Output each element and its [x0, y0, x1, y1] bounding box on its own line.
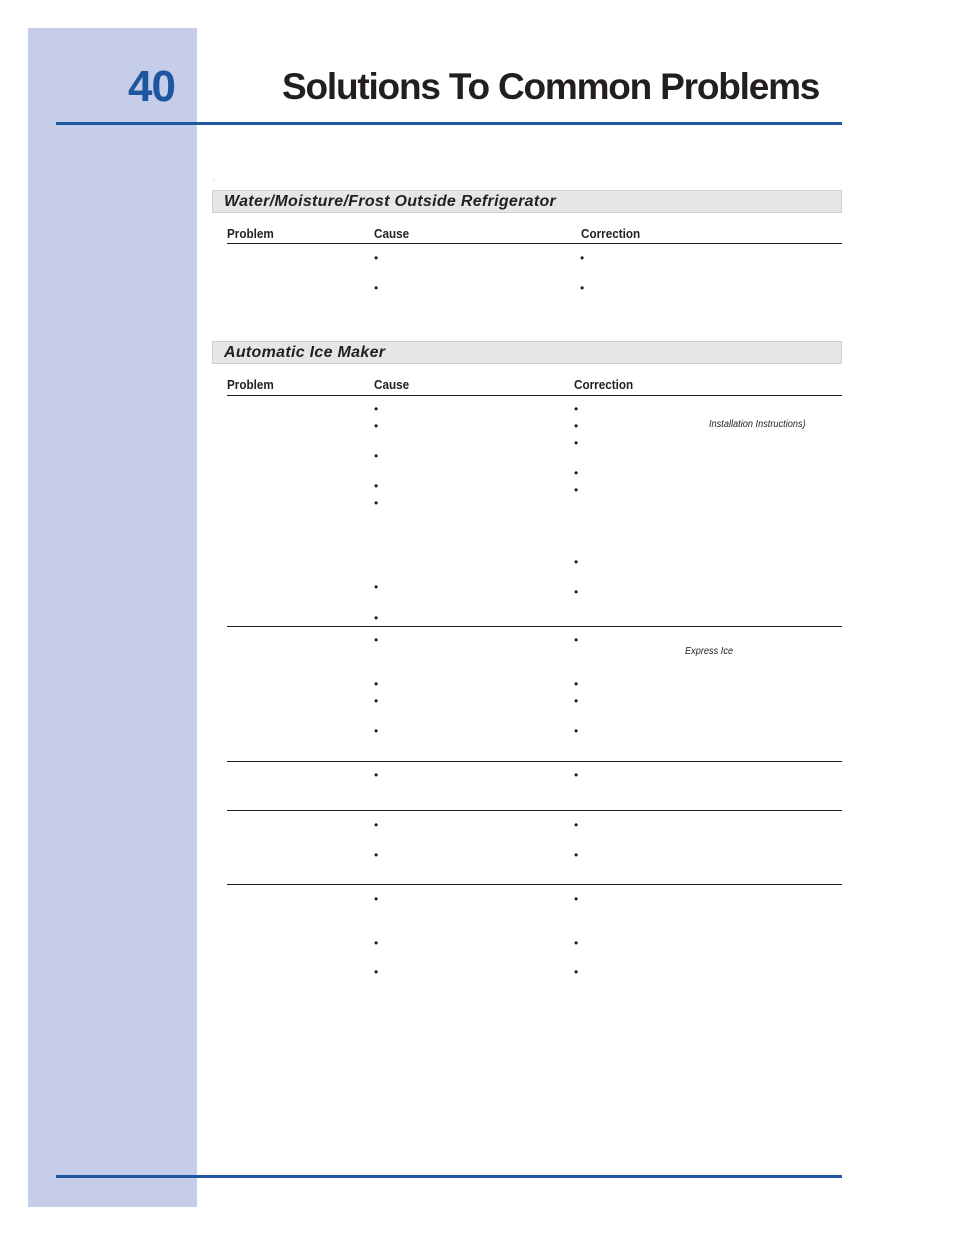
- bullet-point: •: [374, 724, 379, 738]
- column-header-correction: Correction: [574, 377, 634, 392]
- bullet-point: •: [574, 724, 579, 738]
- bullet-point: •: [574, 633, 579, 647]
- row-divider: [227, 810, 842, 811]
- section-header-ice-maker: [212, 341, 842, 364]
- column-header-cause: Cause: [374, 226, 410, 241]
- bullet-point: •: [374, 496, 379, 510]
- bullet-point: •: [574, 483, 579, 497]
- section-title: Automatic Ice Maker: [224, 344, 386, 361]
- bullet-point: •: [374, 580, 379, 594]
- bullet-point: •: [374, 251, 379, 265]
- bullet-point: •: [374, 677, 379, 691]
- bullet-point: •: [574, 466, 579, 480]
- bullet-point: •: [374, 402, 379, 416]
- bullet-point: •: [374, 768, 379, 782]
- bullet-point: •: [374, 965, 379, 979]
- bullet-point: •: [574, 555, 579, 569]
- sidebar-band: [28, 28, 197, 1207]
- bullet-point: •: [574, 585, 579, 599]
- page-title: Solutions To Common Problems: [282, 66, 820, 107]
- bullet-point: •: [374, 633, 379, 647]
- bullet-point: •: [374, 419, 379, 433]
- row-divider: [227, 884, 842, 885]
- bullet-point: •: [374, 892, 379, 906]
- page-number: 40: [128, 62, 175, 111]
- bullet-point: •: [574, 848, 579, 862]
- bullet-point: •: [574, 694, 579, 708]
- bullet-point: •: [574, 419, 579, 433]
- bullet-point: •: [574, 965, 579, 979]
- bullet-point: •: [574, 892, 579, 906]
- column-header-cause: Cause: [374, 377, 410, 392]
- installation-instructions-note: Installation Instructions): [709, 419, 806, 430]
- section-header-water-moisture: [212, 190, 842, 213]
- bullet-point: •: [580, 281, 585, 295]
- footer-rule: [56, 1175, 842, 1178]
- section-title: Water/Moisture/Frost Outside Refrigerator: [224, 193, 557, 210]
- column-header-problem: Problem: [227, 226, 274, 241]
- bullet-point: •: [374, 694, 379, 708]
- bullet-point: •: [374, 479, 379, 493]
- express-ice-note: Express Ice: [685, 646, 734, 657]
- table-header-rule: [227, 395, 842, 396]
- bullet-point: •: [574, 677, 579, 691]
- bullet-point: •: [374, 848, 379, 862]
- row-divider: [227, 761, 842, 762]
- column-header-problem: Problem: [227, 377, 274, 392]
- bullet-point: •: [374, 281, 379, 295]
- bullet-point: •: [574, 818, 579, 832]
- bullet-point: •: [574, 436, 579, 450]
- bullet-point: •: [374, 611, 379, 625]
- bullet-point: •: [574, 936, 579, 950]
- header-rule: [56, 122, 842, 125]
- bullet-point: •: [580, 251, 585, 265]
- bullet-point: •: [574, 402, 579, 416]
- stray-mark: .: [213, 176, 215, 182]
- row-divider: [227, 626, 842, 627]
- column-header-correction: Correction: [581, 226, 641, 241]
- bullet-point: •: [574, 768, 579, 782]
- bullet-point: •: [374, 818, 379, 832]
- table-header-rule: [227, 243, 842, 244]
- bullet-point: •: [374, 449, 379, 463]
- bullet-point: •: [374, 936, 379, 950]
